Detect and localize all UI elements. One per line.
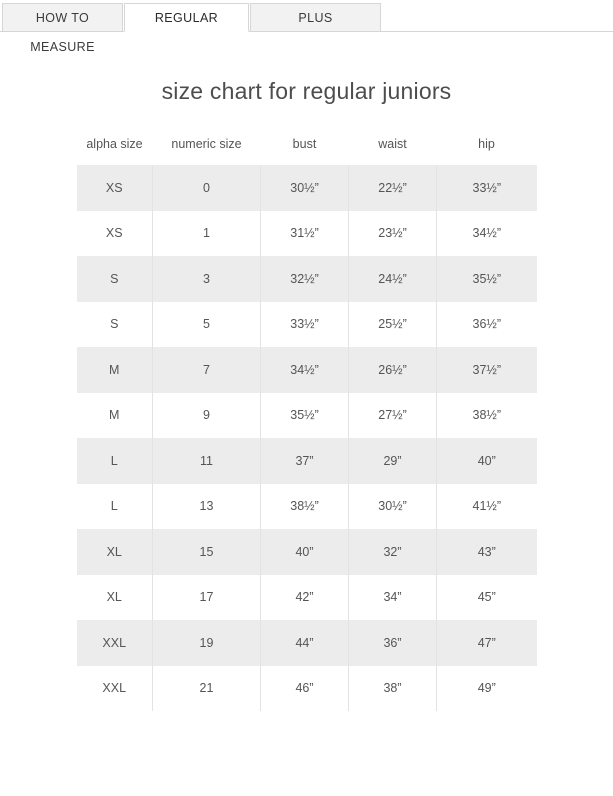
table-header-row xyxy=(77,131,537,165)
tab-how-to-measure-label: HOW TO MEASURE xyxy=(30,11,95,54)
cell-numeric-size: 7 xyxy=(153,347,261,393)
table-row xyxy=(77,393,537,439)
cell-hip: 40” xyxy=(437,438,537,484)
cell-waist: 24½” xyxy=(349,256,437,302)
column-header-numeric-size: numeric size xyxy=(153,131,261,165)
cell-bust: 42” xyxy=(261,575,349,621)
cell-alpha-size: M xyxy=(77,347,153,393)
cell-alpha-size: S xyxy=(77,256,153,302)
column-header-bust: bust xyxy=(261,131,349,165)
cell-numeric-size: 9 xyxy=(153,393,261,439)
cell-hip: 45” xyxy=(437,575,537,621)
cell-waist: 27½” xyxy=(349,393,437,439)
cell-bust: 30½” xyxy=(261,165,349,211)
size-chart-tabs xyxy=(0,0,613,54)
cell-alpha-size: L xyxy=(77,438,153,484)
cell-bust: 37” xyxy=(261,438,349,484)
cell-numeric-size: 13 xyxy=(153,484,261,530)
cell-alpha-size: M xyxy=(77,393,153,439)
tab-regular-label: REGULAR xyxy=(154,11,219,25)
cell-waist: 29” xyxy=(349,438,437,484)
table-row xyxy=(77,256,537,302)
cell-alpha-size: XS xyxy=(77,165,153,211)
tab-plus-label: PLUS xyxy=(298,11,333,25)
cell-hip: 47” xyxy=(437,620,537,666)
table-row xyxy=(77,529,537,575)
size-chart-table xyxy=(77,131,537,711)
cell-bust: 46” xyxy=(261,666,349,712)
cell-waist: 34” xyxy=(349,575,437,621)
cell-bust: 38½” xyxy=(261,484,349,530)
cell-waist: 32” xyxy=(349,529,437,575)
cell-bust: 44” xyxy=(261,620,349,666)
cell-bust: 32½” xyxy=(261,256,349,302)
tab-how-to-measure[interactable] xyxy=(2,3,123,54)
cell-numeric-size: 15 xyxy=(153,529,261,575)
cell-alpha-size: XS xyxy=(77,211,153,257)
cell-numeric-size: 1 xyxy=(153,211,261,257)
table-row xyxy=(77,484,537,530)
size-chart-table-wrapper xyxy=(77,131,537,711)
cell-hip: 33½” xyxy=(437,165,537,211)
cell-waist: 38” xyxy=(349,666,437,712)
cell-bust: 33½” xyxy=(261,302,349,348)
column-header-waist: waist xyxy=(349,131,437,165)
cell-hip: 37½” xyxy=(437,347,537,393)
table-row xyxy=(77,620,537,666)
cell-hip: 34½” xyxy=(437,211,537,257)
column-header-hip: hip xyxy=(437,131,537,165)
table-row xyxy=(77,211,537,257)
cell-waist: 36” xyxy=(349,620,437,666)
tab-regular[interactable] xyxy=(124,3,249,32)
cell-numeric-size: 21 xyxy=(153,666,261,712)
cell-hip: 43” xyxy=(437,529,537,575)
cell-alpha-size: XL xyxy=(77,529,153,575)
cell-numeric-size: 5 xyxy=(153,302,261,348)
cell-numeric-size: 11 xyxy=(153,438,261,484)
cell-bust: 40” xyxy=(261,529,349,575)
page-title: size chart for regular juniors xyxy=(161,78,452,104)
cell-hip: 35½” xyxy=(437,256,537,302)
cell-bust: 35½” xyxy=(261,393,349,439)
cell-numeric-size: 17 xyxy=(153,575,261,621)
cell-bust: 31½” xyxy=(261,211,349,257)
column-header-alpha-size: alpha size xyxy=(77,131,153,165)
table-row xyxy=(77,347,537,393)
table-row xyxy=(77,165,537,211)
cell-hip: 49” xyxy=(437,666,537,712)
cell-hip: 41½” xyxy=(437,484,537,530)
cell-numeric-size: 0 xyxy=(153,165,261,211)
cell-numeric-size: 3 xyxy=(153,256,261,302)
table-body xyxy=(77,165,537,711)
table-row xyxy=(77,666,537,712)
cell-alpha-size: S xyxy=(77,302,153,348)
cell-waist: 25½” xyxy=(349,302,437,348)
cell-waist: 23½” xyxy=(349,211,437,257)
cell-bust: 34½” xyxy=(261,347,349,393)
tab-plus[interactable] xyxy=(250,3,381,32)
cell-alpha-size: XXL xyxy=(77,620,153,666)
cell-numeric-size: 19 xyxy=(153,620,261,666)
cell-waist: 22½” xyxy=(349,165,437,211)
cell-alpha-size: XXL xyxy=(77,666,153,712)
table-row xyxy=(77,575,537,621)
cell-hip: 38½” xyxy=(437,393,537,439)
cell-waist: 30½” xyxy=(349,484,437,530)
table-row xyxy=(77,302,537,348)
cell-alpha-size: XL xyxy=(77,575,153,621)
cell-alpha-size: L xyxy=(77,484,153,530)
table-row xyxy=(77,438,537,484)
cell-hip: 36½” xyxy=(437,302,537,348)
cell-waist: 26½” xyxy=(349,347,437,393)
